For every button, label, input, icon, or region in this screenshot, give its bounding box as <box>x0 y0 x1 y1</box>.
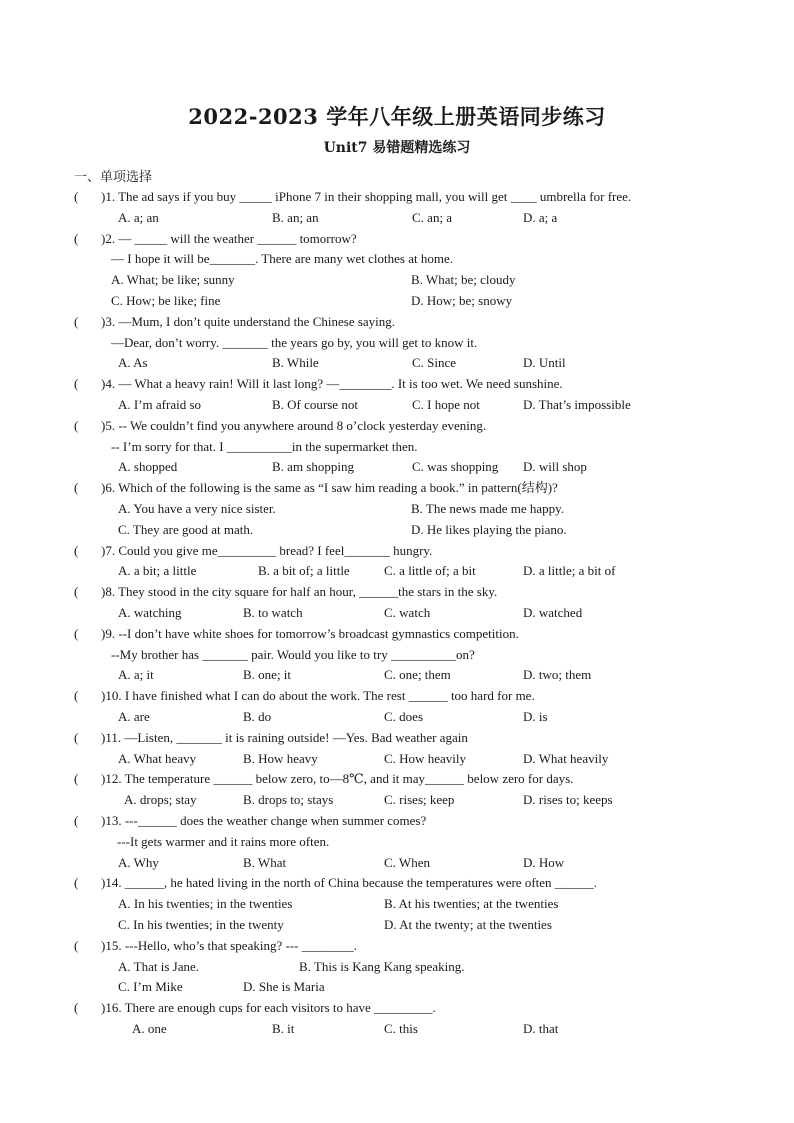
question-9-option-c[interactable]: C. one; them <box>384 667 451 683</box>
question-11-option-b[interactable]: B. How heavy <box>243 750 318 766</box>
question-4-option-d[interactable]: D. That’s impossible <box>523 397 631 412</box>
question-2-stem: )2. — _____ will the weather ______ tomorrow? <box>101 230 357 246</box>
question-14-option-c[interactable]: C. In his twenties; in the twenty <box>118 917 284 932</box>
question-16-option-b[interactable]: B. it <box>272 1021 295 1036</box>
question-12-stem: )12. The temperature ______ below zero, to—8℃, and it may______ below zero for days. <box>101 771 574 787</box>
question-6-option-c[interactable]: C. They are good at math. <box>118 521 254 537</box>
question-16-stem: )16. There are enough cups for each visitors to have _________. <box>101 1000 436 1016</box>
question-9-dialogue-line: --My brother has _______ pair. Would you like to try __________on? <box>111 646 475 662</box>
question-2-option-b[interactable]: B. What; be; cloudy <box>411 272 516 288</box>
question-6-stem: )6. Which of the following is the same as “I saw him reading a book.” in pattern(结构)? <box>101 480 558 496</box>
question-5-stem: )5. -- We couldn’t find you anywhere around 8 o’clock yesterday evening. <box>101 417 487 433</box>
question-1-option-a[interactable]: A. a; an <box>118 209 159 225</box>
question-3-option-c[interactable]: C. Since <box>412 355 457 371</box>
question-11-stem: )11. —Listen, _______ it is raining outside! —Yes. Bad weather again <box>101 729 468 745</box>
answer-paren: ( <box>74 417 79 433</box>
question-12-option-d[interactable]: D. rises to; keeps <box>523 792 613 808</box>
question-9-option-d[interactable]: D. two; them <box>523 667 592 683</box>
answer-paren: ( <box>74 937 79 953</box>
page-title: 2022-2023 学年八年级上册英语同步练习 <box>188 104 606 129</box>
question-8-option-a[interactable]: A. watching <box>118 605 182 620</box>
question-12-option-a[interactable]: A. drops; stay <box>124 792 197 808</box>
question-10-option-a[interactable]: A. are <box>118 709 150 724</box>
question-6-option-d[interactable]: D. He likes playing the piano. <box>411 521 567 537</box>
question-14-stem: )14. ______, he hated living in the north of China because the temperatures were often ______. <box>101 875 598 891</box>
question-1-option-b[interactable]: B. an; an <box>272 209 319 225</box>
question-14-option-d[interactable]: D. At the twenty; at the twenties <box>384 917 552 932</box>
question-7-option-d[interactable]: D. a little; a bit of <box>523 563 616 579</box>
question-3-option-a[interactable]: A. As <box>118 355 148 371</box>
question-16-option-c[interactable]: C. this <box>384 1021 418 1036</box>
question-13-stem: )13. ---______ does the weather change when summer comes? <box>101 813 427 828</box>
question-11-option-c[interactable]: C. How heavily <box>384 750 466 766</box>
question-11-option-a[interactable]: A. What heavy <box>118 750 197 766</box>
question-13-option-d[interactable]: D. How <box>523 854 565 870</box>
answer-paren: ( <box>74 1000 79 1016</box>
question-15-stem: )15. ---Hello, who’s that speaking? --- ________. <box>101 937 357 953</box>
answer-paren: ( <box>74 480 79 496</box>
question-4-option-b[interactable]: B. Of course not <box>272 397 358 412</box>
question-11-option-d[interactable]: D. What heavily <box>523 750 609 766</box>
answer-paren: ( <box>74 230 79 246</box>
question-3-option-d[interactable]: D. Until <box>523 355 566 371</box>
question-16-option-a[interactable]: A. one <box>132 1021 167 1036</box>
question-15-option-a[interactable]: A. That is Jane. <box>118 958 199 974</box>
answer-paren: ( <box>74 771 79 787</box>
answer-paren: ( <box>74 313 79 329</box>
question-8-option-d[interactable]: D. watched <box>523 605 583 620</box>
question-8-stem: )8. They stood in the city square for half an hour, ______the stars in the sky. <box>101 584 498 600</box>
answer-paren: ( <box>74 189 79 204</box>
question-10-option-c[interactable]: C. does <box>384 709 423 724</box>
question-15-option-c[interactable]: C. I’m Mike <box>118 979 183 995</box>
question-9-option-b[interactable]: B. one; it <box>243 667 292 683</box>
question-7-option-b[interactable]: B. a bit of; a little <box>258 563 350 579</box>
question-14-option-b[interactable]: B. At his twenties; at the twenties <box>384 896 559 912</box>
answer-paren: ( <box>74 584 79 600</box>
question-3-dialogue-line: —Dear, don’t worry. _______ the years go by, you will get to know it. <box>111 334 478 350</box>
question-2-dialogue-line: — I hope it will be_______. There are many wet clothes at home. <box>111 251 453 267</box>
question-6-option-b[interactable]: B. The news made me happy. <box>411 501 565 516</box>
answer-paren: ( <box>74 729 79 745</box>
question-13-dialogue-line: ---It gets warmer and it rains more often. <box>117 833 330 849</box>
question-5-option-d[interactable]: D. will shop <box>523 459 587 475</box>
question-5-dialogue-line: -- I’m sorry for that. I __________in the supermarket then. <box>111 438 418 454</box>
question-1-option-c[interactable]: C. an; a <box>412 209 453 225</box>
question-8-option-c[interactable]: C. watch <box>384 605 431 620</box>
question-5-option-a[interactable]: A. shopped <box>118 459 178 475</box>
answer-paren: ( <box>74 688 79 704</box>
page-subtitle: Unit7 易错题精选练习 <box>323 140 471 156</box>
question-6-option-a[interactable]: A. You have a very nice sister. <box>118 501 276 516</box>
question-10-stem: )10. I have finished what I can do about the work. The rest ______ too hard for me. <box>101 688 535 704</box>
section-heading: 一、单项选择 <box>74 170 153 185</box>
question-12-option-c[interactable]: C. rises; keep <box>384 792 455 808</box>
question-5-option-c[interactable]: C. was shopping <box>412 459 499 475</box>
answer-paren: ( <box>74 813 79 828</box>
question-1-stem: )1. The ad says if you buy _____ iPhone 7 in their shopping mall, you will get ____ umbrella for free. <box>101 189 632 204</box>
question-3-stem: )3. —Mum, I don’t quite understand the Chinese saying. <box>101 313 396 329</box>
question-4-option-a[interactable]: A. I’m afraid so <box>118 397 202 412</box>
answer-paren: ( <box>74 542 79 558</box>
question-10-option-d[interactable]: D. is <box>523 709 548 724</box>
question-8-option-b[interactable]: B. to watch <box>243 605 303 620</box>
question-3-option-b[interactable]: B. While <box>272 355 319 371</box>
question-2-option-a[interactable]: A. What; be like; sunny <box>111 272 235 288</box>
question-7-stem: )7. Could you give me_________ bread? I feel_______ hungry. <box>101 542 433 558</box>
answer-paren: ( <box>74 875 79 891</box>
question-2-option-c[interactable]: C. How; be like; fine <box>111 293 221 308</box>
question-9-stem: )9. --I don’t have white shoes for tomorrow’s broadcast gymnastics competition. <box>101 625 519 641</box>
question-7-option-a[interactable]: A. a bit; a little <box>118 563 197 579</box>
question-15-option-b[interactable]: B. This is Kang Kang speaking. <box>299 958 465 974</box>
question-16-option-d[interactable]: D. that <box>523 1021 559 1036</box>
question-15-option-d[interactable]: D. She is Maria <box>243 979 325 995</box>
question-1-option-d[interactable]: D. a; a <box>523 209 558 225</box>
question-2-option-d[interactable]: D. How; be; snowy <box>411 293 513 308</box>
answer-paren: ( <box>74 376 79 392</box>
question-5-option-b[interactable]: B. am shopping <box>272 459 354 475</box>
question-7-option-c[interactable]: C. a little of; a bit <box>384 563 476 579</box>
answer-paren: ( <box>74 625 79 641</box>
question-9-option-a[interactable]: A. a; it <box>118 667 154 683</box>
question-13-option-a[interactable]: A. Why <box>118 854 159 870</box>
question-10-option-b[interactable]: B. do <box>243 709 272 724</box>
question-13-option-c[interactable]: C. When <box>384 854 430 870</box>
question-12-option-b[interactable]: B. drops to; stays <box>243 792 334 808</box>
question-14-option-a[interactable]: A. In his twenties; in the twenties <box>118 896 293 912</box>
question-4-stem: )4. — What a heavy rain! Will it last long? —________. It is too wet. We need sunshine. <box>101 376 563 392</box>
question-13-option-b[interactable]: B. What <box>243 854 287 870</box>
question-4-option-c[interactable]: C. I hope not <box>412 397 480 412</box>
